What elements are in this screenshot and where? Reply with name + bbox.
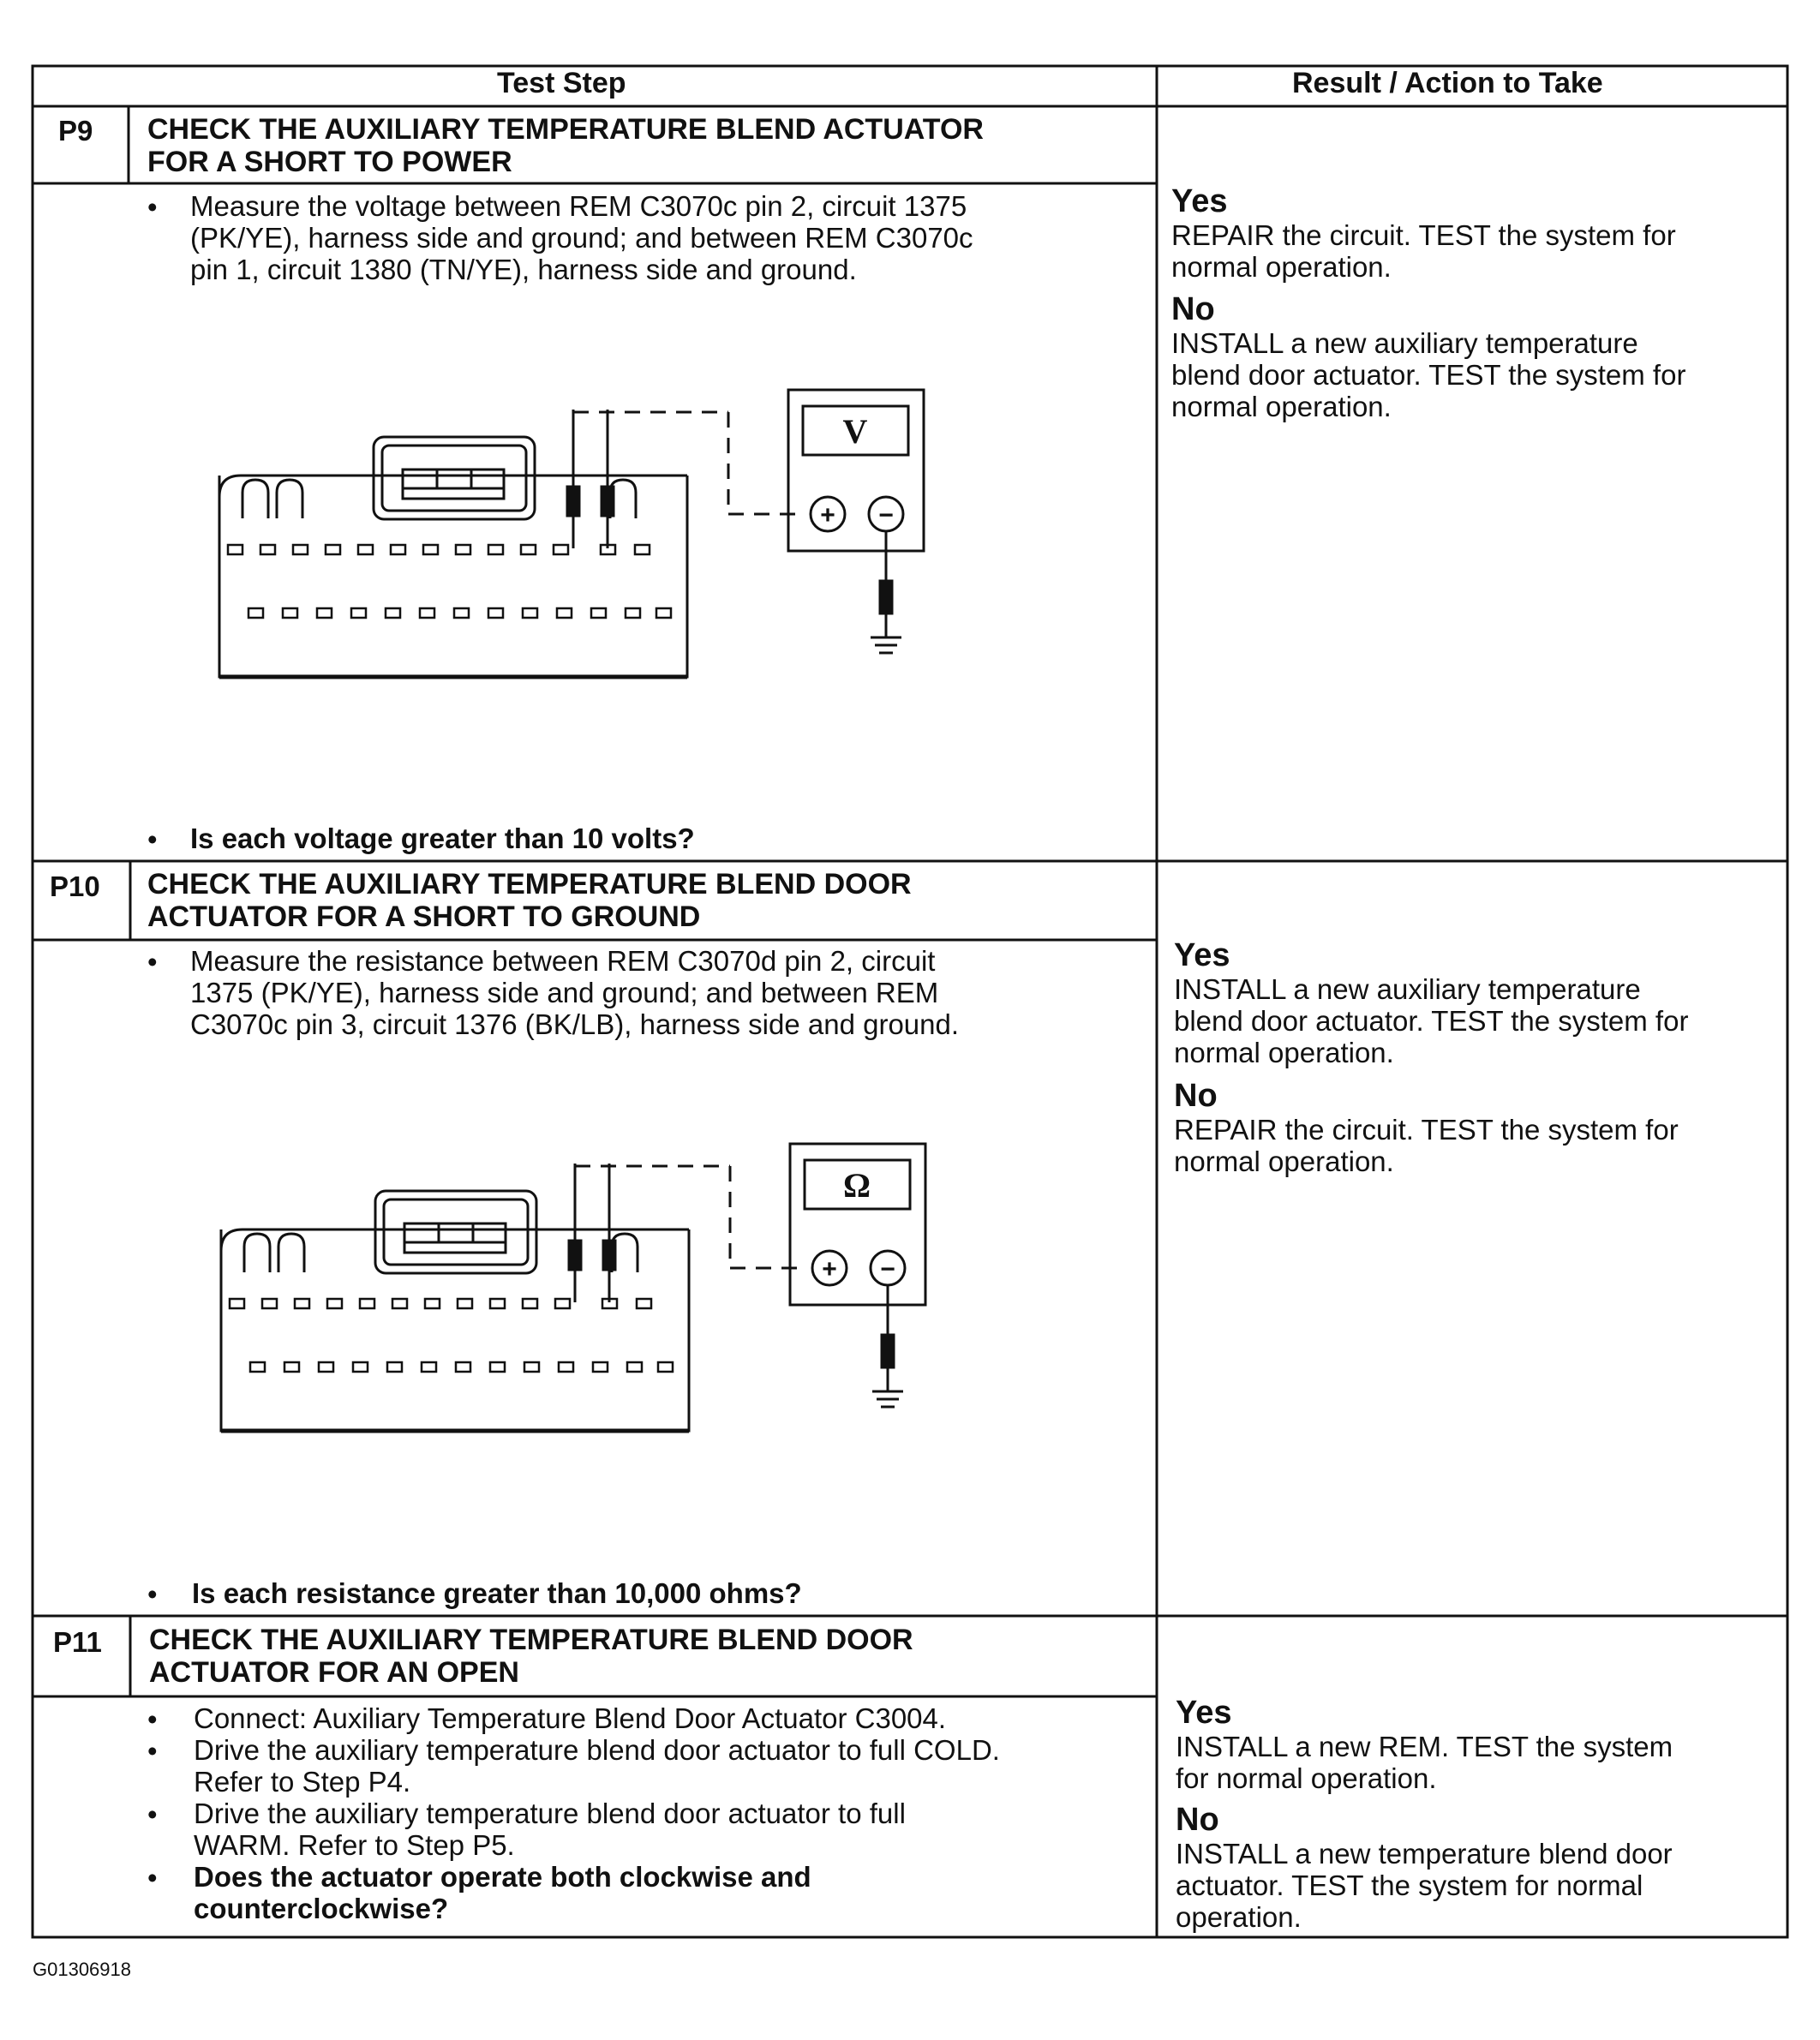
- connector-voltmeter-diagram: [219, 390, 924, 677]
- ohmmeter-symbol: Ω: [842, 1166, 871, 1205]
- column-header-test-step: Test Step: [497, 67, 626, 99]
- result-yes-label: Yes: [1174, 937, 1230, 973]
- bullet-dot: •: [147, 1703, 158, 1735]
- column-header-result: Result / Action to Take: [1292, 67, 1603, 99]
- result-no-text: INSTALL a new temperature blend door actuator. TEST the system for normal operation.: [1176, 1838, 1673, 1933]
- result-yes-text: REPAIR the circuit. TEST the system for normal operation.: [1171, 219, 1676, 283]
- probe-tip: [602, 487, 614, 516]
- bullet-dot: •: [147, 1798, 158, 1830]
- probe-tip: [603, 1241, 615, 1270]
- step-instruction: Measure the voltage between REM C3070c pin 2, circuit 1375 (PK/YE), harness side and ground; and between REM C3070c pin 1, circuit 1380 (TN/YE), harness side and ground.: [190, 190, 973, 285]
- probe-tip: [567, 487, 579, 516]
- bullet-dot: •: [147, 191, 158, 223]
- result-no-label: No: [1174, 1078, 1218, 1114]
- step-question: Is each resistance greater than 10,000 ohms?: [192, 1577, 802, 1609]
- voltmeter-symbol: V: [842, 412, 868, 451]
- result-yes-text: INSTALL a new auxiliary temperature blend door actuator. TEST the system for normal operation.: [1174, 973, 1689, 1068]
- bullet-dot: •: [147, 946, 158, 978]
- step-title: CHECK THE AUXILIARY TEMPERATURE BLEND DOOR ACTUATOR FOR A SHORT TO GROUND: [147, 868, 912, 933]
- step-title: CHECK THE AUXILIARY TEMPERATURE BLEND DOOR ACTUATOR FOR AN OPEN: [149, 1624, 913, 1689]
- plus-terminal-label: +: [822, 1255, 837, 1283]
- result-no-text: REPAIR the circuit. TEST the system for normal operation.: [1174, 1114, 1679, 1177]
- plus-terminal-label: +: [820, 501, 835, 529]
- result-no-label: No: [1171, 291, 1215, 327]
- probe-tip: [569, 1241, 581, 1270]
- minus-terminal-label: −: [880, 1255, 895, 1283]
- minus-terminal-label: −: [878, 501, 894, 529]
- step-instruction: Drive the auxiliary temperature blend door actuator to full COLD. Refer to Step P4.: [194, 1734, 1000, 1798]
- connector-ohmmeter-diagram: [221, 1144, 925, 1431]
- connector-body: [219, 476, 687, 677]
- connector-body: [221, 1229, 689, 1431]
- result-no-label: No: [1176, 1802, 1219, 1838]
- bullet-dot: •: [147, 823, 158, 855]
- step-instruction: Drive the auxiliary temperature blend door actuator to full WARM. Refer to Step P5.: [194, 1798, 906, 1861]
- result-yes-label: Yes: [1171, 183, 1228, 219]
- bullet-dot: •: [147, 1862, 158, 1893]
- step-id: P9: [58, 115, 93, 147]
- step-title: CHECK THE AUXILIARY TEMPERATURE BLEND ACTUATOR FOR A SHORT TO POWER: [147, 113, 984, 178]
- bullet-dot: •: [147, 1735, 158, 1767]
- result-yes-label: Yes: [1176, 1695, 1232, 1731]
- step-instruction: Measure the resistance between REM C3070d pin 2, circuit 1375 (PK/YE), harness side and ground; and between REM C3070c pin 3, circuit 1376 (BK/LB), harness side and ground.: [190, 945, 960, 1040]
- bullet-dot: •: [147, 1578, 158, 1610]
- step-id: P10: [50, 870, 100, 902]
- figure-id: G01306918: [33, 1959, 131, 1980]
- step-instruction: Connect: Auxiliary Temperature Blend Door Actuator C3004.: [194, 1702, 947, 1734]
- step-question: Is each voltage greater than 10 volts?: [190, 823, 695, 854]
- step-question: Does the actuator operate both clockwise and counterclockwise?: [194, 1861, 811, 1924]
- result-yes-text: INSTALL a new REM. TEST the system for normal operation.: [1176, 1731, 1673, 1794]
- step-id: P11: [53, 1626, 102, 1658]
- result-no-text: INSTALL a new auxiliary temperature blend door actuator. TEST the system for normal operation.: [1171, 327, 1686, 422]
